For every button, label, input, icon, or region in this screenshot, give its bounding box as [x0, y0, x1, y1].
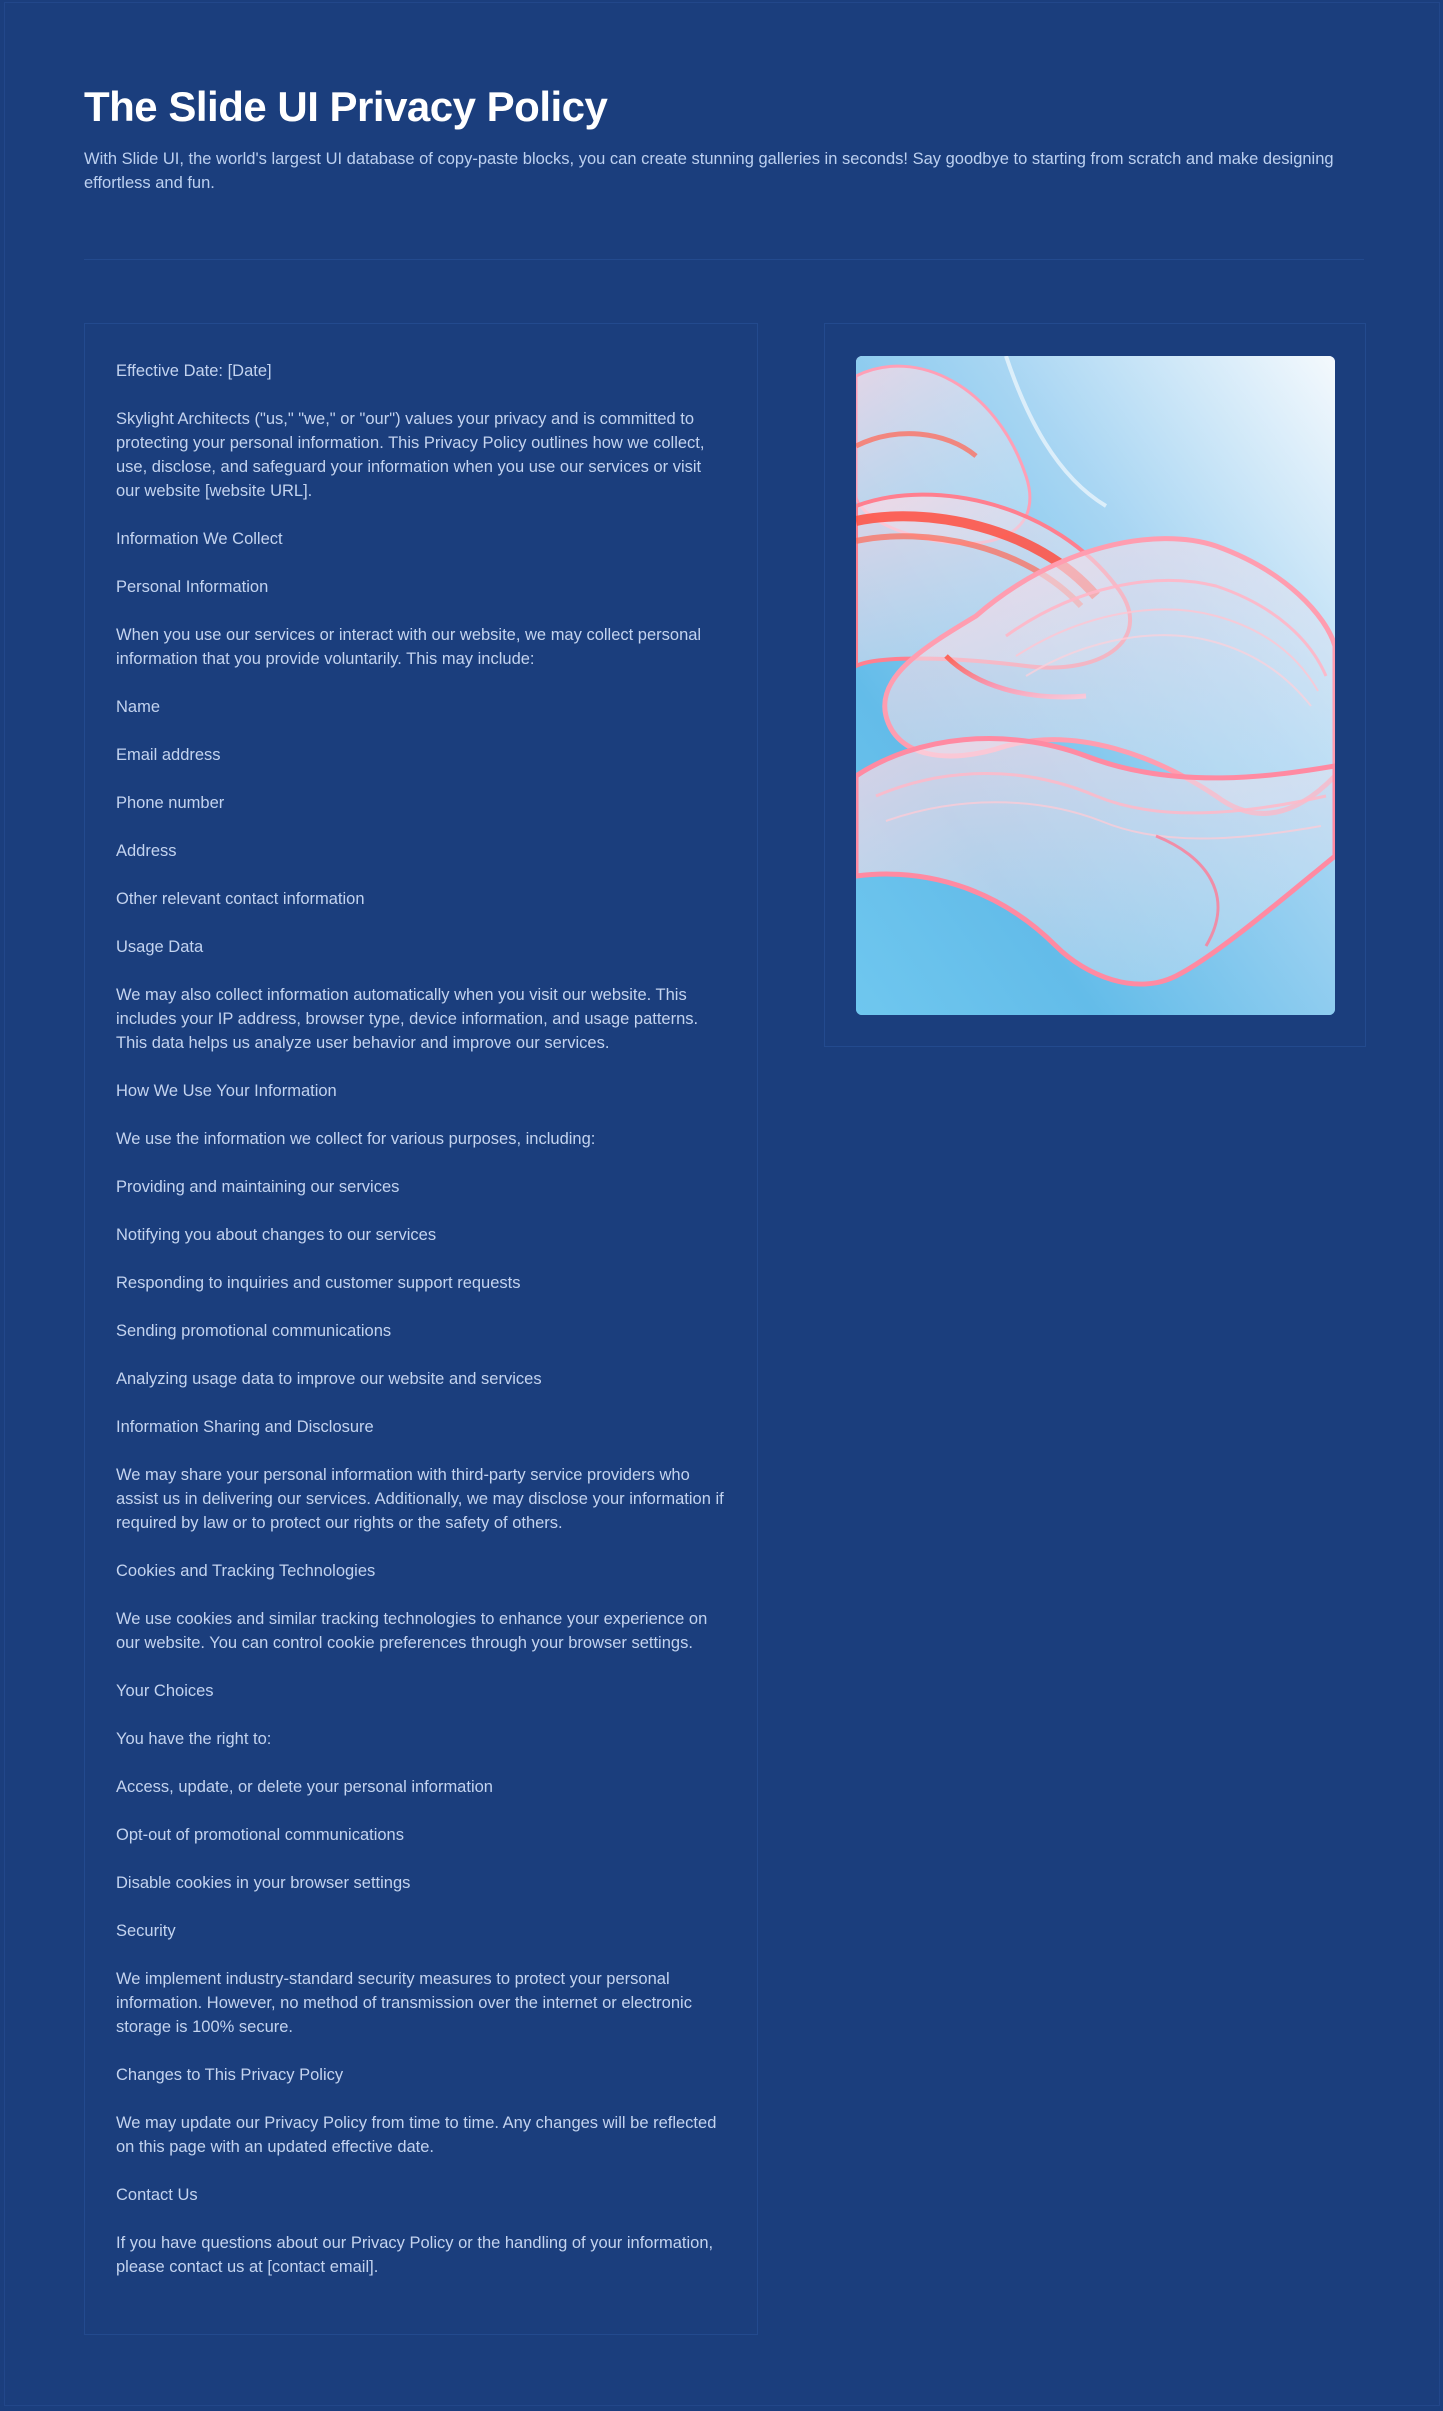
policy-paragraph: We implement industry-standard security measures to protect your personal information. However, no method of transmission over the internet or electronic storage is 100% secure. [116, 1970, 692, 2036]
policy-paragraph: You have the right to: [116, 1730, 272, 1748]
policy-paragraph: Access, update, or delete your personal information [116, 1778, 493, 1796]
policy-paragraph: Effective Date: [Date] [116, 362, 272, 380]
policy-paragraph: We may also collect information automatically when you visit our website. This includes your IP address, browser type, device information, and usage patterns. This data helps us analyze user behavior and improve our services. [116, 986, 699, 1052]
policy-paragraph: Address [116, 842, 177, 860]
policy-paragraph: Security [116, 1922, 176, 1940]
policy-paragraph: We use cookies and similar tracking technologies to enhance your experience on our website. You can control cookie preferences through your browser settings. [116, 1610, 708, 1652]
policy-paragraph: Providing and maintaining our services [116, 1178, 400, 1196]
policy-paragraph: Changes to This Privacy Policy [116, 2066, 344, 2084]
abstract-glass-image [856, 356, 1335, 1015]
policy-paragraph: Cookies and Tracking Technologies [116, 1562, 376, 1580]
policy-paragraph: Your Choices [116, 1682, 214, 1700]
policy-paragraph: Usage Data [116, 938, 204, 956]
image-card [824, 323, 1366, 1047]
policy-paragraph: Notifying you about changes to our services [116, 1226, 437, 1244]
policy-paragraph: Information We Collect [116, 530, 283, 548]
page-header [84, 79, 1364, 195]
policy-paragraph: How We Use Your Information [116, 1082, 337, 1100]
policy-paragraph: Personal Information [116, 578, 269, 596]
policy-paragraph: Disable cookies in your browser settings [116, 1874, 411, 1892]
policy-paragraph: Skylight Architects ("us," "we," or "our") values your privacy and is committed to protecting your personal information. This Privacy Policy outlines how we collect, use, disclose, and safeguard your information when you use our services or visit our website [website URL]. [116, 410, 705, 500]
page-subtitle: With Slide UI, the world's largest UI database of copy-paste blocks, you can create stunning galleries in seconds! Say goodbye to starting from scratch and make designing effortless and fun. [84, 150, 1334, 192]
policy-paragraph: Email address [116, 746, 221, 764]
policy-paragraph: Opt-out of promotional communications [116, 1826, 404, 1844]
policy-paragraph: Analyzing usage data to improve our website and services [116, 1370, 542, 1388]
policy-paragraph: We may update our Privacy Policy from time to time. Any changes will be reflected on this page with an updated effective date. [116, 2114, 717, 2156]
policy-paragraph: When you use our services or interact with our website, we may collect personal information that you provide voluntarily. This may include: [116, 626, 702, 668]
policy-paragraph: Name [116, 698, 161, 716]
policy-paragraph: Information Sharing and Disclosure [116, 1418, 374, 1436]
header-divider [84, 259, 1364, 260]
policy-paragraph: Contact Us [116, 2186, 198, 2204]
page-title: The Slide UI Privacy Policy [84, 83, 608, 130]
policy-paragraph: If you have questions about our Privacy Policy or the handling of your information, please contact us at [contact email]. [116, 2234, 714, 2276]
page-container [4, 2, 1440, 2406]
policy-paragraph: Phone number [116, 794, 225, 812]
policy-content-card [84, 323, 758, 2335]
policy-paragraph: Sending promotional communications [116, 1322, 392, 1340]
policy-paragraph: Responding to inquiries and customer support requests [116, 1274, 521, 1292]
policy-paragraph: We may share your personal information with third-party service providers who assist us in delivering our services. Additionally, we may disclose your information if required by law or to protect our rights or the safety of others. [116, 1466, 724, 1532]
policy-paragraph: We use the information we collect for various purposes, including: [116, 1130, 596, 1148]
policy-paragraph: Other relevant contact information [116, 890, 365, 908]
